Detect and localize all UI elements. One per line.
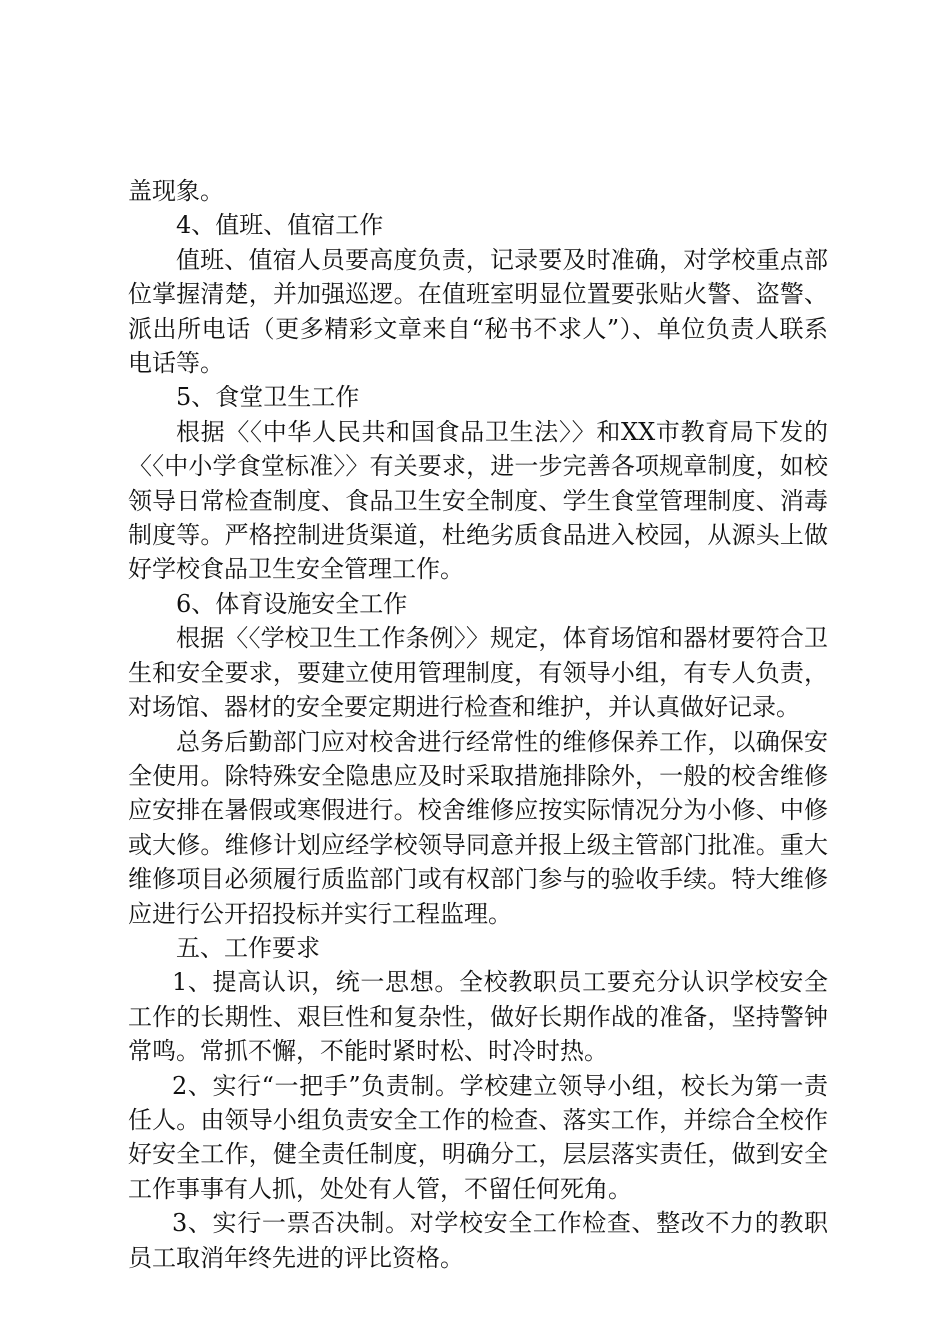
paragraph-requirement-2: 2、实行“一把手”负责制。学校建立领导小组，校长为第一责任人。由领导小组负责安全工作的检查、落实工作，并综合全校作好安全工作，健全责任制度，明确分工，层层落实责任，做到安全工作事事有人抓，处处有人管，不留任何死角。 <box>128 1071 828 1203</box>
paragraph-canteen-hygiene: 根据〈〈中华人民共和国食品卫生法〉〉和XX市教育局下发的〈〈中小学食堂标准〉〉有关要求，进一步完善各项规章制度，如校领导日常检查制度、食品卫生安全制度、学生食堂管理制度、消毒制度等。严格控制进货渠道，杜绝劣质食品进入校园，从源头上做好学校食品卫生安全管理工作。 <box>128 417 828 584</box>
document-body <box>128 174 828 1275</box>
section-heading-work-requirements: 五、工作要求 <box>176 933 320 962</box>
section-heading-duty-work: 4、值班、值宿工作 <box>176 211 384 240</box>
section-heading-sports-facility-safety: 6、体育设施安全工作 <box>176 589 408 618</box>
paragraph-requirement-3: 3、实行一票否决制。对学校安全工作检查、整改不力的教职员工取消年终先进的评比资格。 <box>128 1209 828 1272</box>
paragraph-requirement-1: 1、提高认识，统一思想。全校教职员工要充分认识学校安全工作的长期性、艰巨性和复杂性，做好长期作战的准备，坚持警钟常鸣。常抓不懈，不能时紧时松、时冷时热。 <box>128 968 828 1066</box>
paragraph-duty-work: 值班、值宿人员要高度负责，记录要及时准确，对学校重点部位掌握清楚，并加强巡逻。在值班室明显位置要张贴火警、盗警、派出所电话（更多精彩文章来自“秘书不求人”）、单位负责人联系电话等。 <box>128 245 828 378</box>
paragraph-sports-facility-safety: 根据〈〈学校卫生工作条例〉〉规定，体育场馆和器材要符合卫生和安全要求，要建立使用管理制度，有领导小组，有专人负责，对场馆、器材的安全要定期进行检查和维护，并认真做好记录。 <box>128 624 828 722</box>
paragraph-building-maintenance: 总务后勤部门应对校舍进行经常性的维修保养工作，以确保安全使用。除特殊安全隐患应及时采取措施排除外，一般的校舍维修应安排在暑假或寒假进行。校舍维修应按实际情况分为小修、中修或大修。维修计划应经学校领导同意并报上级主管部门批准。重大维修项目必须履行质监部门或有权部门参与的验收手续。特大维修应进行公开招投标并实行工程监理。 <box>128 727 828 928</box>
paragraph-continuation: 盖现象。 <box>128 177 224 205</box>
section-heading-canteen-hygiene: 5、食堂卫生工作 <box>176 383 360 412</box>
